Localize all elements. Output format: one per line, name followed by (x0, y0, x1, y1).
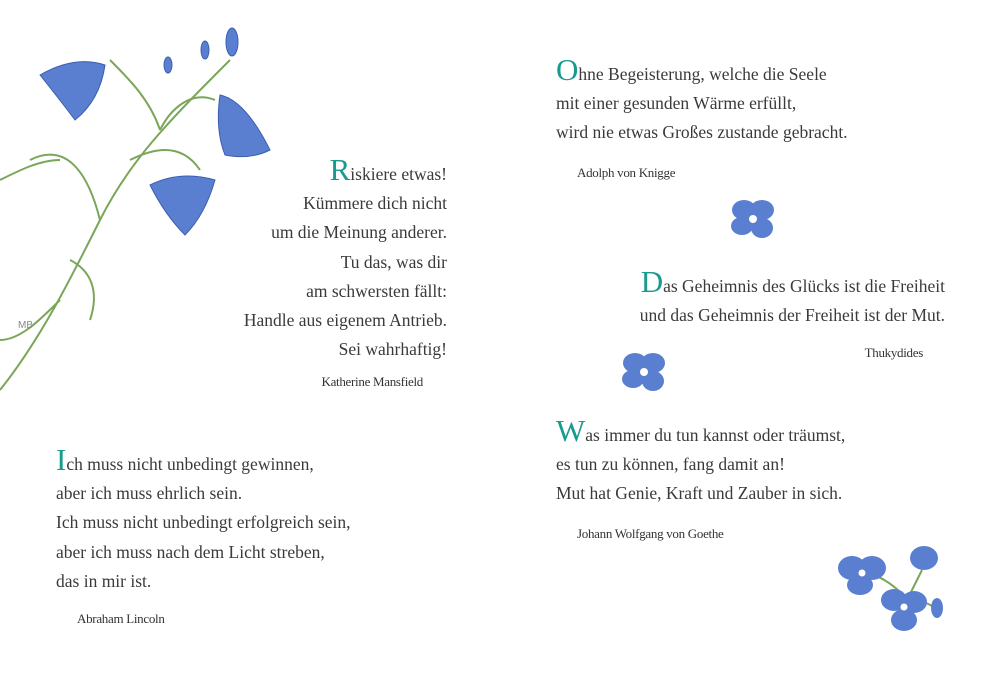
violet-flower-icon (726, 192, 780, 246)
violet-flower-icon (617, 345, 671, 399)
quote-author: Johann Wolfgang von Goethe (577, 526, 724, 541)
drop-cap: I (56, 442, 67, 477)
quote-goethe (556, 413, 846, 509)
quote-line: Mut hat Genie, Kraft und Zauber in sich. (556, 483, 843, 504)
quote-line: Ich muss nicht unbedingt erfolgreich sein, (56, 512, 351, 533)
quote-author: Adolph von Knigge (577, 165, 676, 180)
quote-line: am schwersten fällt: (306, 280, 447, 301)
quote-line: und das Geheimnis der Freiheit ist der Mut. (639, 305, 945, 326)
quote-author: Thukydides (864, 345, 923, 360)
quote-line: Sei wahrhaftig! (338, 339, 447, 360)
quote-line: Ohne Begeisterung, welche die Seele (556, 52, 827, 87)
quote-author: Katherine Mansfield (321, 374, 423, 389)
quote-line: Was immer du tun kannst oder träumst, (556, 413, 846, 448)
quote-line: aber ich muss ehrlich sein. (56, 483, 243, 504)
quote-line: Tu das, was dir (340, 251, 447, 272)
quote-line: Handle aus eigenem Antrieb. (243, 310, 447, 331)
quote-knigge (556, 52, 848, 148)
quote-mansfield (243, 152, 447, 364)
quote-line: Riskiere etwas! (329, 152, 447, 187)
drop-cap: O (556, 52, 579, 87)
drop-cap: W (556, 413, 586, 448)
quote-line: um die Meinung anderer. (271, 222, 447, 243)
quote-line: mit einer gesunden Wärme erfüllt, (556, 93, 797, 114)
svg-text:MB: MB (18, 320, 33, 331)
quote-line: aber ich muss nach dem Licht streben, (56, 541, 325, 562)
drop-cap: D (640, 264, 664, 299)
quote-line: es tun zu können, fang damit an! (556, 454, 785, 475)
quote-lincoln (56, 442, 351, 596)
drop-cap: R (329, 152, 351, 187)
quote-line: wird nie etwas Großes zustande gebracht. (556, 122, 848, 143)
quote-line: Kümmere dich nicht (303, 193, 447, 214)
quote-author: Abraham Lincoln (77, 611, 165, 626)
quote-line: das in mir ist. (56, 570, 152, 591)
violet-flowers-cluster (832, 540, 947, 640)
quote-line: Ich muss nicht unbedingt gewinnen, (56, 442, 314, 477)
quote-line: Das Geheimnis des Glücks ist die Freiheit (640, 264, 945, 299)
quote-thukydides (639, 264, 945, 330)
